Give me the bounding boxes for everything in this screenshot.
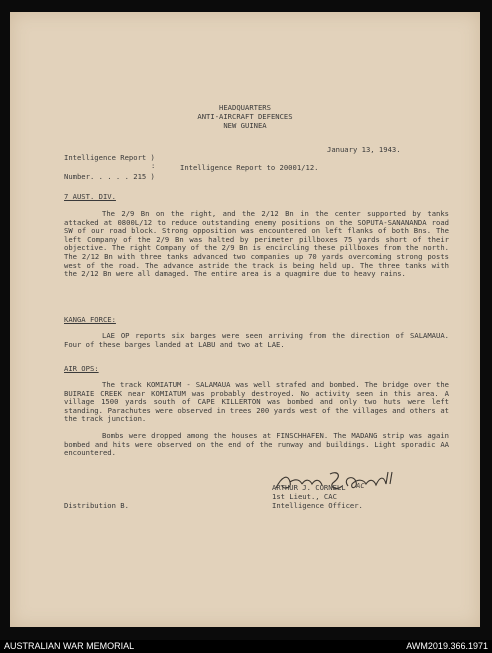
header-line-2: ANTI-AIRCRAFT DEFENCES [197,112,293,121]
section-body-air-ops-1: The track KOMIATUM - SALAMAUA was well strafed and bombed. The bridge over the BUIRAIE CREEK near KOMIATUM was probably destroyed. No activity seen in this area. A village 1500 yards south of CAPE KILLERTON was bombed and only two huts were left standing. Parachutes were observed in trees 200 yards west of the villages and others at the track junction. [64,380,449,424]
footer-accession-number: AWM2019.366.1971 [406,641,488,651]
typed-page [10,12,480,627]
section-body-air-ops-2: Bombs were dropped among the houses at FINSCHHAFEN. The MADANG strip was again bombed and hits were observed on the end of the runway and buildings. Light sporadic AA encountered. [64,431,449,458]
signatory-initials: AC [356,481,365,490]
distribution-note: Distribution B. [64,501,129,510]
section-body-kanga-force: LAE OP reports six barges were seen arriving from the direction of SALAMAUA. Four of these barges landed at LABU and two at LAE. [64,331,449,349]
section-heading-air-ops: AIR OPS: [64,364,99,373]
ref-label-2: Number. . . . . 215 ) [64,172,155,181]
archive-footer [0,640,492,653]
signatory-title: Intelligence Officer. [272,501,363,510]
ref-label-1: Intelligence Report ) [64,153,155,162]
signatory-rank: 1st Lieut., CAC [272,492,337,501]
header-line-1: HEADQUARTERS [219,103,271,112]
header-line-3: NEW GUINEA [223,121,267,130]
signatory-name: ARTHUR J. CORNELL [272,483,346,492]
ref-colon: : [151,161,156,170]
section-heading-7-aust-div: 7 AUST. DIV. [64,192,116,201]
footer-institution: AUSTRALIAN WAR MEMORIAL [4,641,135,651]
document-date: January 13, 1943. [327,145,401,154]
ref-title: Intelligence Report to 20001/12. [180,163,319,172]
section-heading-kanga-force: KANGA FORCE: [64,315,116,324]
section-body-7-aust-div: The 2/9 Bn on the right, and the 2/12 Bn in the center supported by tanks attacked at 0800L/12 to reduce outstanding enemy positions on the SOPUTA-SANANANDA road SW of our road block. Strong opposition was encountered on left flanks of both Bns. The left Company of the 2/9 Bn was halted by perimeter pillboxes 75 yards short of their objective. The right Company of the 2/9 Bn is encircling these pillboxes from the north. The 2/12 Bn with three tanks advanced two companies up 70 yards overcoming strong posts west of the road. The advance astride the track is being held up. The three tanks with the 2/12 Bn were all damaged. The entire area is a quagmire due to heavy rains. [64,209,449,279]
